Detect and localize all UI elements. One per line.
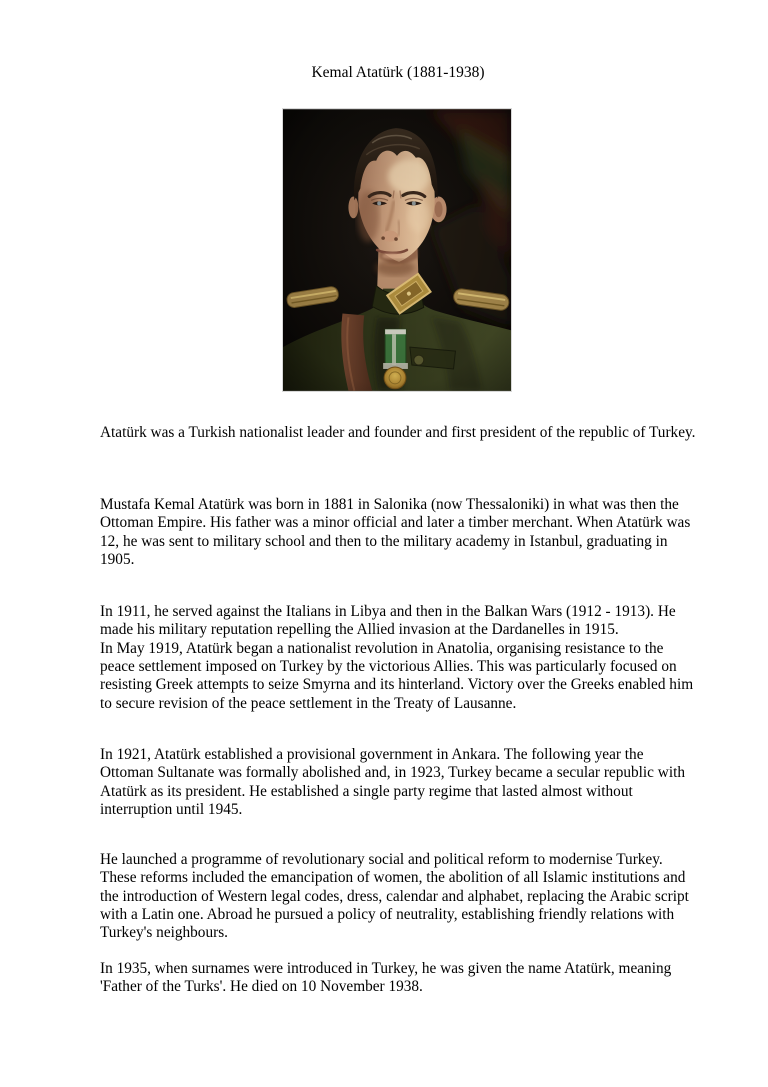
- paragraph-reforms: He launched a programme of revolutionary social and political reform to modernise Turkey. These reforms included the emancipation of women, the abolition of all Islamic institutions and the introduction of Western legal codes, dress, calendar and alphabet, replacing the Arabic script with a Latin one. Abroad he pursued a policy of neutrality, establishing friendly relations with Turkey's neighbours.: [100, 851, 689, 942]
- paragraph-military-career: [100, 603, 697, 713]
- paragraph-intro: Atatürk was a Turkish nationalist leader and founder and first president of the republic of Turkey.: [100, 424, 696, 441]
- portrait-image: [282, 108, 512, 392]
- paragraph-surname-death: In 1935, when surnames were introduced in Turkey, he was given the name Atatürk, meaning 'Father of the Turks'. He died on 10 November 1938.: [100, 960, 672, 996]
- ataturk-portrait-svg: [283, 109, 511, 391]
- paragraph-republic: In 1921, Atatürk established a provisional government in Ankara. The following year the Ottoman Sultanate was formally abolished and, in 1923, Turkey became a secular republic with Atatürk as its president. He established a single party regime that lasted almost without interruption until 1945.: [100, 746, 685, 819]
- paragraph-wars: In 1911, he served against the Italians in Libya and then in the Balkan Wars (1912 - 1913). He made his military reputation repelling the Allied invasion at the Dardanelles in 1915.: [100, 603, 676, 639]
- paragraph-early-life: Mustafa Kemal Atatürk was born in 1881 in Salonika (now Thessaloniki) in what was then the Ottoman Empire. His father was a minor official and later a timber merchant. When Atatürk was 12, he was sent to military school and then to the military academy in Istanbul, graduating in 1905.: [100, 496, 691, 569]
- page-title: Kemal Atatürk (1881-1938): [311, 64, 485, 81]
- paragraph-revolution: In May 1919, Atatürk began a nationalist revolution in Anatolia, organising resistance to the peace settlement imposed on Turkey by the victorious Allies. This was particularly focused on resisting Greek attempts to seize Smyrna and its hinterland. Victory over the Greeks enabled him to secure revision of the peace settlement in the Treaty of Lausanne.: [100, 639, 694, 712]
